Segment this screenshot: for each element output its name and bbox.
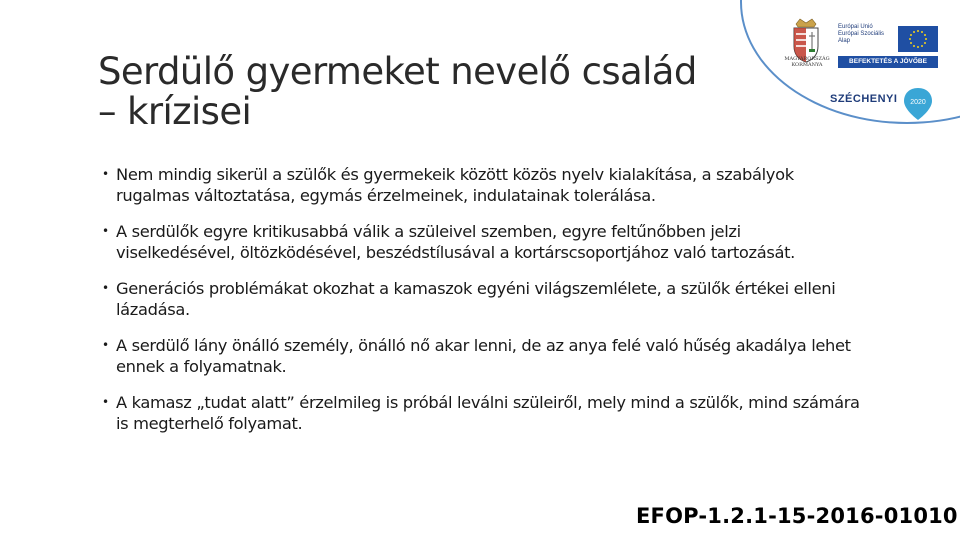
eu-banner: BEFEKTETÉS A JÖVŐBE <box>838 56 938 68</box>
list-item <box>100 335 860 377</box>
bullet-marker: • <box>102 281 109 295</box>
title-line-1: Serdülő gyermeket nevelő család <box>98 50 697 93</box>
bullet-text: Generációs problémákat okozhat a kamaszok egyéni világszemlélete, a szülők értékei elleni lázadása. <box>116 279 836 319</box>
szechenyi-year: 2020 <box>910 99 926 106</box>
project-code: EFOP-1.2.1-15-2016-01010 <box>636 504 958 528</box>
eu-flag-icon <box>898 26 938 52</box>
bullet-marker: • <box>102 338 109 352</box>
bullet-marker: • <box>102 167 109 181</box>
list-item <box>100 392 860 434</box>
bullet-text: A kamasz „tudat alatt” érzelmileg is próbál leválni szüleiről, mely mind a szülők, mind számára is megterhelő folyamat. <box>116 393 860 433</box>
bullet-list <box>100 164 860 449</box>
bullet-text: A serdülő lány önálló személy, önálló nő akar lenni, de az anya felé való hűség akadálya lehet ennek a folyamatnak. <box>116 336 851 376</box>
bullet-marker: • <box>102 224 109 238</box>
list-item <box>100 164 860 206</box>
bullet-text: A serdülők egyre kritikusabbá válik a szüleivel szemben, egyre feltűnőbben jelzi viselkedésével, öltözködésével, beszédstílusával a kortárscsoportjához való tartozását. <box>116 222 795 262</box>
page-title <box>98 52 738 132</box>
szechenyi-pin-icon <box>902 86 934 122</box>
bullet-marker: • <box>102 395 109 409</box>
government-name: MAGYARORSZÁG KORMÁNYA <box>784 56 830 68</box>
eu-fund-text: Európai Unió Európai Szociális Alap <box>838 24 885 44</box>
bullet-text: Nem mindig sikerül a szülők és gyermekeik között közös nyelv kialakítása, a szabályok rugalmas változtatása, egymás érzelmeinek, indulatainak tolerálása. <box>116 165 794 205</box>
title-line-2: – krízisei <box>98 90 252 133</box>
list-item <box>100 278 860 320</box>
list-item <box>100 221 860 263</box>
szechenyi-label: SZÉCHENYI <box>830 93 898 105</box>
